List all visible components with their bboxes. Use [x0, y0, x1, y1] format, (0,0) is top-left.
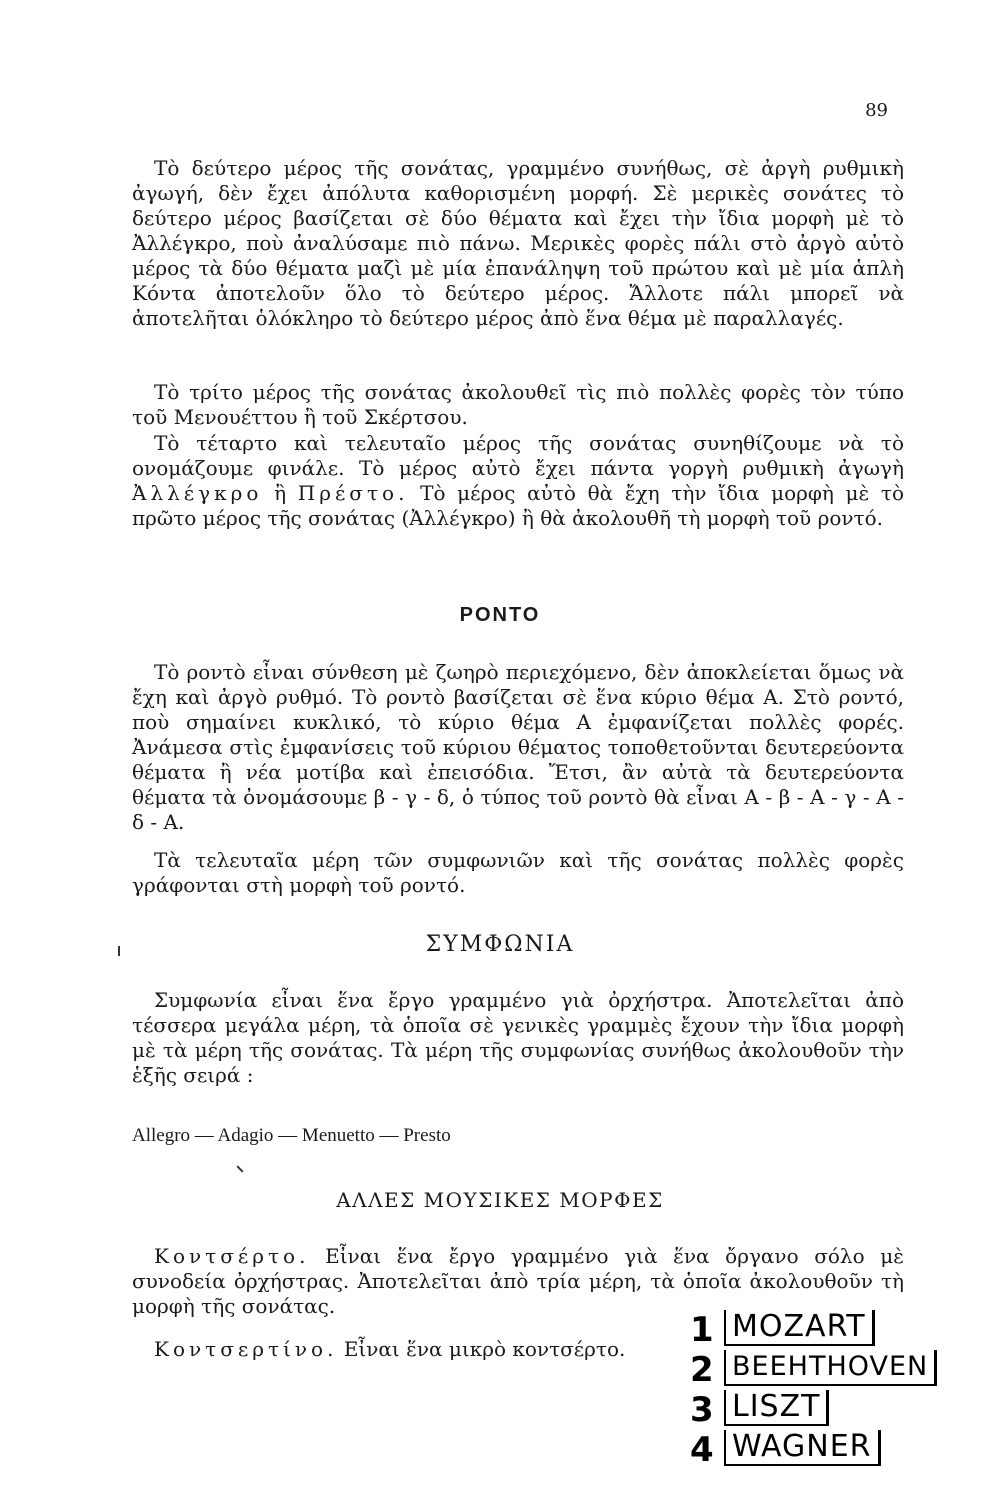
- term-presto: Πρέστο.: [297, 481, 409, 505]
- heading-other-forms: ΑΛΛΕΣ ΜΟΥΣΙΚΕΣ ΜΟΡΦΕΣ: [336, 1188, 664, 1212]
- handwritten-item: [690, 1309, 875, 1350]
- concerto-text: Εἶναι ἕνα ἔργο γραμμένο γιὰ ἕνα ὄργανο σόλο μὲ συνοδεία ὀρχήστρας. Ἀποτελεῖται ἀπὸ τρία μέρη, τὰ ὁποῖα ἀκολουθοῦν τὴ μορφὴ τῆς σονάτας.: [132, 1244, 905, 1318]
- term-concertino: Κοντσερτίνο.: [154, 1337, 338, 1361]
- paragraph-text: [132, 1337, 652, 1362]
- handwritten-name: LISZT: [724, 1390, 829, 1426]
- page-number: 89: [865, 100, 888, 121]
- paragraph-text: Τὸ δεύτερο μέρος τῆς σονάτας, γραμμένο συνήθως, σὲ ἀργὴ ρυθμικὴ ἀγωγή, δὲν ἔχει ἀπόλυτα καθορισμένη μορφή. Σὲ μερικὲς σονάτες τὸ δεύτερο μέρος βασίζεται σὲ δύο θέματα καὶ ἔχει τὴν ἴδια μορφὴ μὲ τὸ Ἀλλέγκρο, ποὺ ἀναλύσαμε πιὸ πάνω. Μερικὲς φορὲς πάλι στὸ ἀργὸ αὐτὸ μέρος τὰ δύο θέματα μαζὶ μὲ μία ἐπανάληψη τοῦ πρώτου καὶ μὲ μία ἁπλὴ Κόντα ἀποτελοῦν ὅλο τὸ δεύτερο μέρος. Ἄλλοτε πάλι μπορεῖ νὰ ἀποτελῆται ὁλόκληρο τὸ δεύτερο μέρος ἀπὸ ἕνα θέμα μὲ παραλλαγές.: [132, 156, 904, 330]
- paragraph-symfonia: [132, 988, 904, 1088]
- paragraph-concerto: [132, 1244, 904, 1319]
- concertino-text: Εἶναι ἕνα μικρὸ κοντσέρτο.: [343, 1337, 626, 1361]
- handwritten-number: 4: [690, 1430, 714, 1470]
- handwritten-name: WAGNER: [724, 1430, 881, 1466]
- p3-text-a: Τὸ τέταρτο καὶ τελευταῖο μέρος τῆς σονάτας συνηθίζουμε νὰ τὸ ονομάζουμε φινάλε. Τὸ μέρος αὐτὸ ἔχει πάντα γοργὴ ρυθμικὴ ἀγωγὴ: [132, 431, 904, 480]
- paragraph-ronto: [132, 660, 904, 835]
- paragraph-concertino: [132, 1337, 652, 1362]
- heading-ronto: ΡΟΝΤΟ: [459, 604, 541, 626]
- tempo-sequence: Allegro — Adagio — Menuetto — Presto: [132, 1125, 451, 1146]
- paragraph-second-movement: [132, 156, 904, 331]
- paragraph-fourth-movement: [132, 431, 904, 531]
- p3-text-b: Τὸ μέρος αὐτὸ θὰ ἔχη τὴν ἴδια μορφὴ μὲ τὸ πρῶτο μέρος τῆς σονάτας (Ἀλλέγκρο) ἢ θὰ ἀκολουθῆ τὴ μορφὴ τοῦ ροντό.: [132, 481, 905, 530]
- paragraph-text: Τὰ τελευταῖα μέρη τῶν συμφωνιῶν καὶ τῆς σονάτας πολλὲς φορὲς γράφονται στὴ μορφὴ τοῦ ροντό.: [132, 848, 904, 897]
- handwritten-number: 2: [690, 1350, 714, 1390]
- handwritten-item: [690, 1350, 937, 1390]
- stray-mark: [236, 1165, 243, 1172]
- handwritten-name: MOZART: [724, 1310, 875, 1346]
- handwritten-number: 1: [690, 1310, 714, 1350]
- paragraph-text: [132, 1244, 904, 1319]
- term-allegro: Ἀλλέγκρο: [132, 481, 263, 505]
- handwritten-item: [690, 1389, 829, 1430]
- term-concerto: Κοντσέρτο.: [154, 1244, 310, 1268]
- paragraph-text: Τὸ τρίτο μέρος τῆς σονάτας ἀκολουθεῖ τὶς πιὸ πολλὲς φορὲς τὸν τύπο τοῦ Μενουέττου ἢ τοῦ Σκέρτσου.: [132, 380, 904, 429]
- handwritten-item: [690, 1429, 881, 1470]
- heading-symfonia: ΣΥΜΦΩΝΙΑ: [425, 932, 575, 957]
- paragraph-third-movement: [132, 380, 904, 430]
- handwritten-number: 3: [690, 1390, 714, 1430]
- paragraph-ronto-endings: [132, 848, 904, 898]
- p3-or: ἢ: [274, 481, 287, 505]
- paragraph-text: Συμφωνία εἶναι ἕνα ἔργο γραμμένο γιὰ ὀρχήστρα. Ἀποτελεῖται ἀπὸ τέσσερα μεγάλα μέρη, τὰ ὁποῖα σὲ γενικὲς γραμμὲς ἔχουν τὴν ἴδια μορφὴ μὲ τὰ μέρη τῆς σονάτας. Τὰ μέρη τῆς συμφωνίας συνήθως ἀκολουθοῦν τὴν ἑξῆς σειρά :: [132, 988, 904, 1087]
- handwritten-name: BEEHTHOVEN: [724, 1350, 937, 1386]
- paragraph-text: [132, 431, 904, 531]
- paragraph-text: Τὸ ροντὸ εἶναι σύνθεση μὲ ζωηρὸ περιεχόμενο, δὲν ἀποκλείεται ὅμως νὰ ἔχη καὶ ἀργὸ ρυθμό. Τὸ ροντὸ βασίζεται σὲ ἕνα κύριο θέμα Α. Στὸ ροντό, ποὺ σημαίνει κυκλικό, τὸ κύριο θέμα Α ἐμφανίζεται πολλὲς φορές. Ἀνάμεσα στὶς ἐμφανίσεις τοῦ κύριου θέματος τοποθετοῦνται δευτερεύοντα θέματα ἢ νέα μοτίβα καὶ ἐπεισόδια. Ἔτσι, ἂν αὐτὰ τὰ δευτερεύοντα θέματα τὰ ὀνομάσουμε β - γ - δ, ὁ τύπος τοῦ ροντὸ θὰ εἶναι Α - β - Α - γ - Α - δ - Α.: [132, 660, 904, 834]
